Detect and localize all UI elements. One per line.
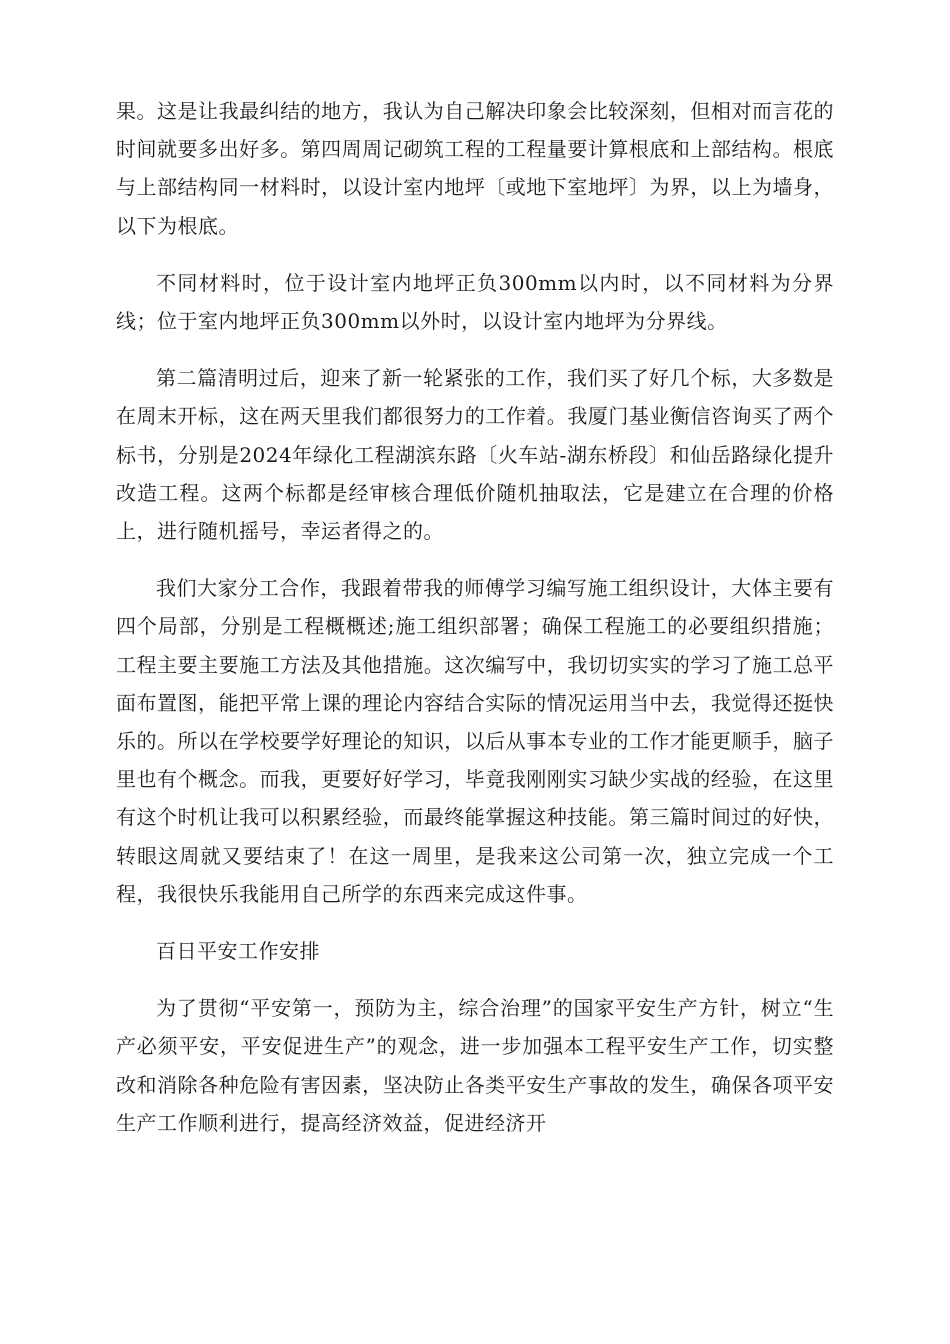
paragraph-1: 果。这是让我最纠结的地方，我认为自己解决印象会比较深刻，但相对而言花的时间就要多出好多。第四周周记砌筑工程的工程量要计算根底和上部结构。根底与上部结构同一材料时，以设计室内地坪〔或地下室地坪〕为界，以上为墙身，以下为根底。 xyxy=(116,99,834,238)
paragraph-3: 第二篇清明过后，迎来了新一轮紧张的工作，我们买了好几个标，大多数是在周末开标，这在两天里我们都很努力的工作着。我厦门基业衡信咨询买了两个标书，分别是2024年绿化工程湖滨东路〔火车站-湖东桥段〕和仙岳路绿化提升改造工程。这两个标都是经审核合理低价随机抽取法，它是建立在合理的价格上，进行随机摇号，幸运者得之的。 xyxy=(116,366,834,544)
paragraph-2: 不同材料时，位于设计室内地坪正负300mm以内时，以不同材料为分界线；位于室内地坪正负300mm以外时，以设计室内地坪为分界线。 xyxy=(116,270,834,334)
paragraph-5: 为了贯彻“平安第一，预防为主，综合治理”的国家平安生产方针，树立“生产必须平安，平安促进生产”的观念，进一步加强本工程平安生产工作，切实整改和消除各种危险有害因素，坚决防止各类平安生产事故的发生，确保各项平安生产工作顺利进行，提高经济效益，促进经济开 xyxy=(116,996,834,1135)
document-page xyxy=(116,92,834,1161)
paragraph-4: 我们大家分工合作，我跟着带我的师傅学习编写施工组织设计，大体主要有四个局部，分别是工程概概述;施工组织部署；确保工程施工的必要组织措施；工程主要主要施工方法及其他措施。这次编写中，我切切实实的学习了施工总平面布置图，能把平常上课的理论内容结合实际的情况运用当中去，我觉得还挺快乐的。所以在学校要学好理论的知识，以后从事本专业的工作才能更顺手，脑子里也有个概念。而我，更要好好学习，毕竟我刚刚实习缺少实战的经验，在这里有这个时机让我可以积累经验，而最终能掌握这种技能。第三篇时间过的好快，转眼这周就又要结束了！在这一周里，是我来这公司第一次，独立完成一个工程，我很快乐我能用自己所学的东西来完成这件事。 xyxy=(116,576,834,906)
section-heading: 百日平安工作安排 xyxy=(156,939,320,964)
